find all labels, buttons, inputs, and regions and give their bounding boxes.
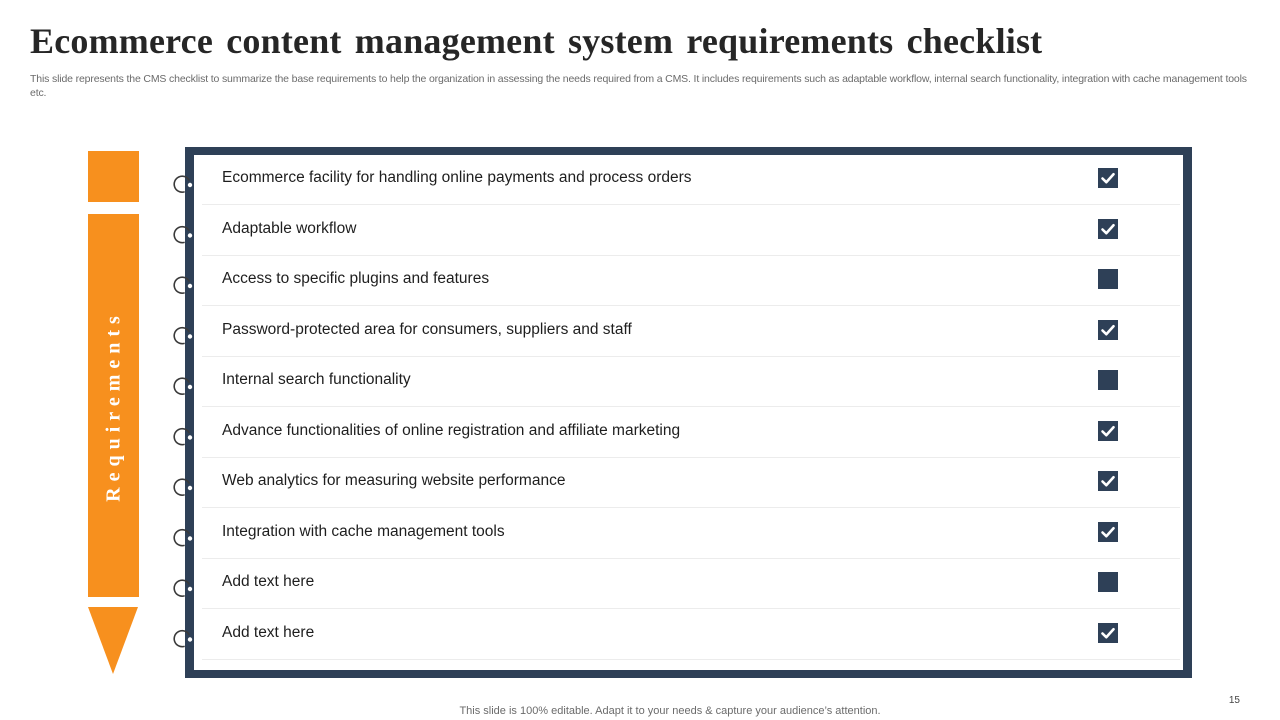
checklist-row — [202, 256, 1180, 306]
check-icon — [1098, 168, 1118, 188]
checklist-item-label: Web analytics for measuring website performance — [222, 472, 566, 489]
checklist-item-label: Ecommerce facility for handling online payments and process orders — [222, 169, 692, 186]
requirements-banner — [88, 214, 139, 597]
checklist-item-label: Internal search functionality — [222, 371, 411, 388]
check-icon — [1098, 219, 1118, 239]
checkbox-checked[interactable] — [1098, 168, 1118, 188]
page-title: Ecommerce content management system requirements checklist — [30, 21, 1043, 61]
checkbox-checked[interactable] — [1098, 219, 1118, 239]
checklist-item-label: Password-protected area for consumers, suppliers and staff — [222, 320, 632, 338]
check-icon — [1098, 421, 1118, 441]
checkbox-checked[interactable] — [1098, 320, 1118, 340]
down-arrow-icon — [88, 607, 138, 674]
footer-note: This slide is 100% editable. Adapt it to your needs & capture your audience’s attention. — [459, 705, 881, 717]
accent-block — [88, 151, 139, 202]
checklist-row — [202, 357, 1180, 407]
checklist-item-label: Add text here — [222, 623, 315, 641]
check-icon — [1098, 522, 1118, 542]
checklist-item-label: Advance functionalities of online registration and affiliate marketing — [222, 421, 681, 439]
checklist-row — [202, 610, 1180, 660]
checkbox-unchecked[interactable] — [1098, 572, 1118, 592]
checkbox-checked[interactable] — [1098, 471, 1118, 491]
requirements-label: Requirements — [102, 309, 124, 502]
check-icon — [1098, 320, 1118, 340]
checklist-row — [202, 559, 1180, 609]
checklist-row — [202, 458, 1180, 508]
checklist-item-label: Access to specific plugins and features — [222, 270, 490, 287]
checklist-row — [202, 408, 1180, 458]
checkbox-checked[interactable] — [1098, 421, 1118, 441]
checkbox-checked[interactable] — [1098, 522, 1118, 542]
slide-description: This slide represents the CMS checklist to summarize the base requirements to help the organization in assessing the needs required from a CMS. It includes requirements such as adaptable workflow, internal search functionality, integration with cache management tools etc. — [30, 73, 1247, 99]
checklist-row — [202, 307, 1180, 357]
checkbox-unchecked[interactable] — [1098, 269, 1118, 289]
check-icon — [1098, 471, 1118, 491]
checklist-row — [202, 509, 1180, 559]
checkbox-unchecked[interactable] — [1098, 370, 1118, 390]
checklist-row — [202, 206, 1180, 256]
check-icon — [1098, 623, 1118, 643]
page-number: 15 — [1228, 695, 1240, 706]
checklist-item-label: Adaptable workflow — [222, 219, 357, 237]
checklist-item-label: Integration with cache management tools — [222, 522, 505, 540]
checklist-row — [202, 155, 1180, 205]
checklist-item-label: Add text here — [222, 573, 315, 590]
checkbox-checked[interactable] — [1098, 623, 1118, 643]
